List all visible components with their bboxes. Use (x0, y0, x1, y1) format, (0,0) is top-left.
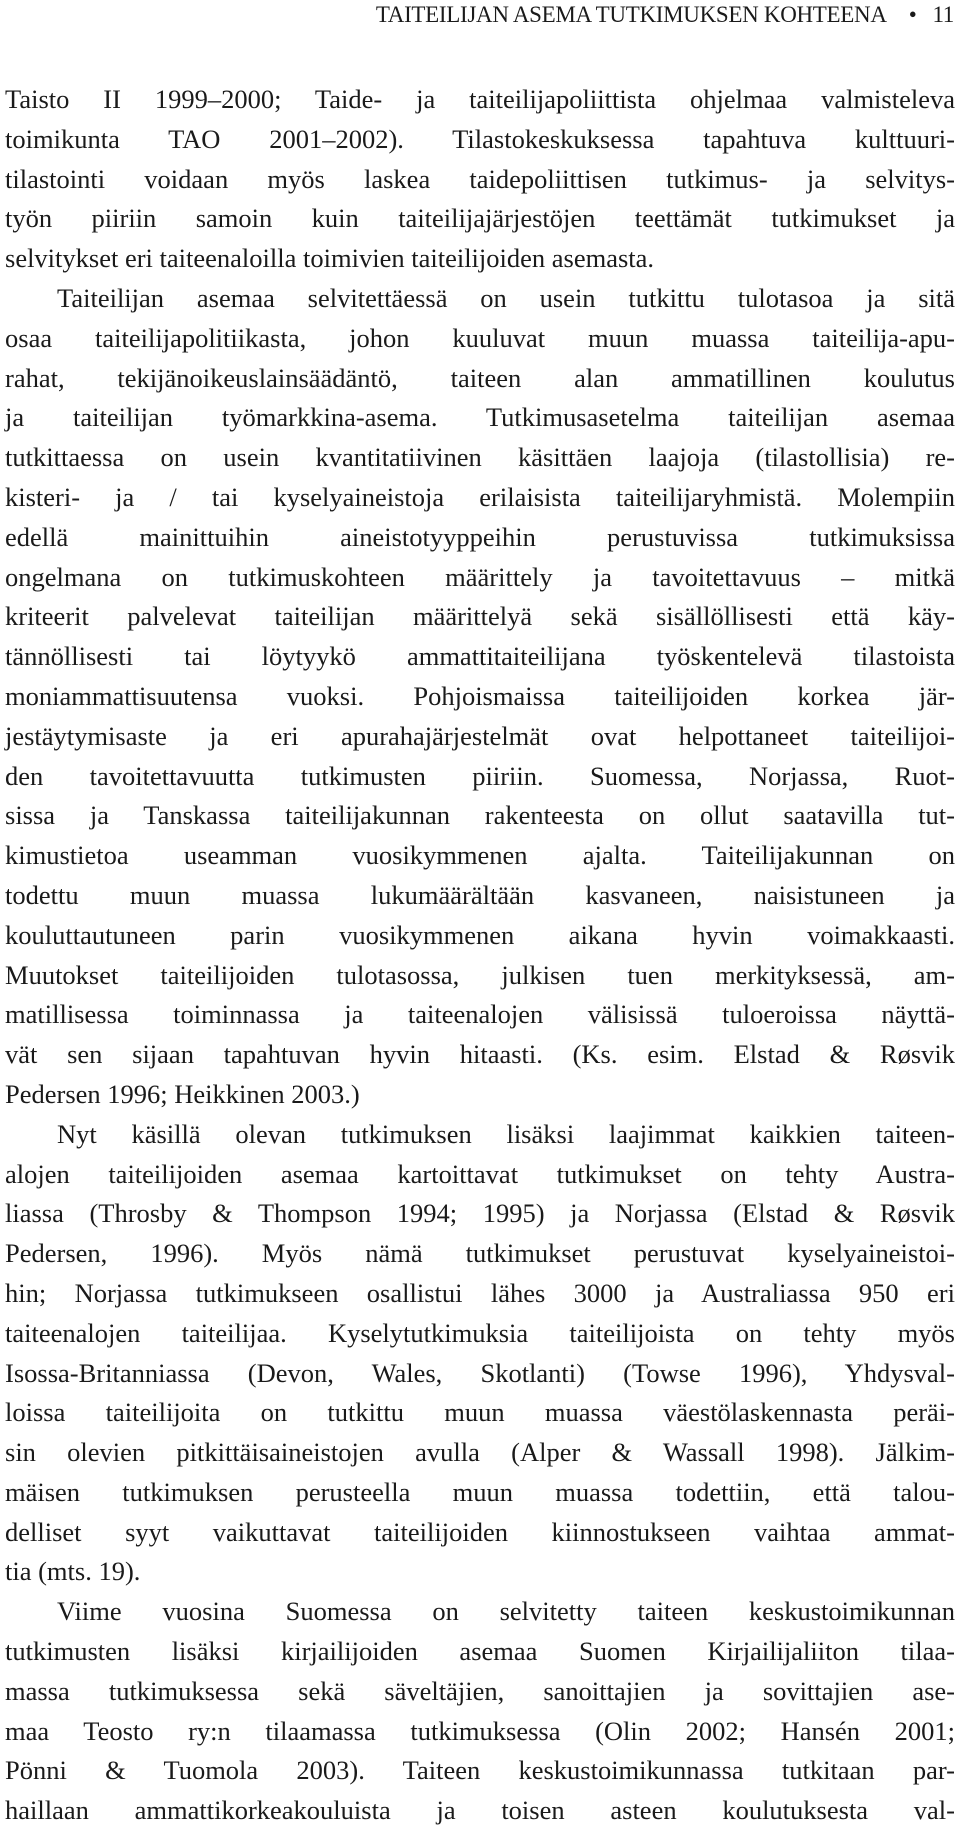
text-line: edellä mainittuihin aineistotyyppeihin perustuvissa tutkimuksissa (5, 521, 955, 552)
text-line: kisteri- ja / tai kyselyaineistoja erilaisista taiteilijaryhmistä. Molempiin (5, 481, 955, 512)
text-line: sin olevien pitkittäisaineistojen avulla (Alper & Wassall 1998). Jälkim- (5, 1437, 955, 1468)
text-line: loissa taiteilijoita on tutkittu muun muassa väestölaskennasta peräi- (5, 1397, 955, 1428)
text-line: Taiteilijan asemaa selvitettäessä on usein tutkittu tulotasoa ja sitä (57, 282, 955, 313)
text-line: matillisessa toiminnassa ja taiteenalojen välisissä tuloeroissa näyttä- (5, 999, 955, 1030)
paragraph (5, 80, 955, 279)
text-line: liassa (Throsby & Thompson 1994; 1995) ja Norjassa (Elstad & Røsvik (5, 1198, 955, 1229)
text-line: Isossa-Britanniassa (Devon, Wales, Skotlanti) (Towse 1996), Yhdysval- (5, 1357, 955, 1388)
text-line: Viime vuosina Suomessa on selvitetty taiteen keskustoimikunnan (57, 1596, 955, 1627)
paragraph (5, 1115, 955, 1593)
text-line: tia (mts. 19). (5, 1556, 141, 1587)
text-line: alojen taiteilijoiden asemaa kartoittavat tutkimukset on tehty Austra- (5, 1158, 955, 1189)
text-line: Muutokset taiteilijoiden tulotasossa, julkisen tuen merkityksessä, am- (5, 959, 955, 990)
text-line: työn piiriin samoin kuin taiteilijajärjestöjen teettämät tutkimukset ja (5, 203, 955, 234)
text-line: tilastointi voidaan myös laskea taidepoliittisen tutkimus- ja selvitys- (5, 163, 955, 194)
text-line: massa tutkimuksessa sekä säveltäjien, sanoittajien ja sovittajien ase- (5, 1675, 955, 1706)
text-line: rahat, tekijänoikeuslainsäädäntö, taiteen alan ammatillinen koulutus (5, 362, 955, 393)
text-line: todettu muun muassa lukumäärältään kasvaneen, naisistuneen ja (5, 879, 955, 910)
header-bullet-separator: • (908, 2, 917, 27)
page-number: 11 (932, 2, 954, 27)
text-line: Pedersen 1996; Heikkinen 2003.) (5, 1078, 360, 1109)
body-text (5, 80, 955, 1831)
text-line: tännöllisesti tai löytyykö ammattitaiteilijana työskentelevä tilastoista (5, 641, 955, 672)
text-line: delliset syyt vaikuttavat taiteilijoiden kiinnostukseen vaihtaa ammat- (5, 1516, 955, 1547)
text-line: ongelmana on tutkimuskohteen määrittely ja tavoitettavuus – mitkä (5, 561, 955, 592)
text-line: haillaan ammattikorkeakouluista ja toisen asteen koulutuksesta val- (5, 1795, 955, 1826)
paragraph (5, 279, 955, 1115)
text-line: taiteenalojen taiteilijaa. Kyselytutkimuksia taiteilijoista on tehty myös (5, 1317, 955, 1348)
text-line: Taisto II 1999–2000; Taide- ja taiteilijapoliittista ohjelmaa valmisteleva (5, 84, 955, 114)
text-line: selvitykset eri taiteenaloilla toimivien taiteilijoiden asemasta. (5, 243, 655, 274)
text-line: mäisen tutkimuksen perusteella muun muassa todettiin, että talou- (5, 1476, 955, 1507)
running-header-title: TAITEILIJAN ASEMA TUTKIMUKSEN KOHTEENA (375, 2, 887, 27)
text-line: sissa ja Tanskassa taiteilijakunnan rakenteesta on ollut saatavilla tut- (5, 800, 955, 831)
text-line: den tavoitettavuutta tutkimusten piiriin. Suomessa, Norjassa, Ruot- (5, 760, 955, 791)
running-header (376, 0, 954, 30)
text-line: kriteerit palvelevat taiteilijan määrittelyä sekä sisällöllisesti että käy- (5, 601, 955, 632)
text-line: kimustietoa useamman vuosikymmenen ajalta. Taiteilijakunnan on (5, 840, 955, 871)
text-line: jestäytymisaste ja eri apurahajärjestelmät ovat helpottaneet taiteilijoi- (5, 720, 955, 751)
text-line: hin; Norjassa tutkimukseen osallistui lähes 3000 ja Australiassa 950 eri (5, 1277, 955, 1308)
text-line: tutkimusten lisäksi kirjailijoiden asemaa Suomen Kirjailijaliiton tilaa- (5, 1636, 955, 1667)
text-line: Pönni & Tuomola 2003). Taiteen keskustoimikunnassa tutkitaan par- (5, 1755, 955, 1786)
text-line: vät sen sijaan tapahtuvan hyvin hitaasti. (Ks. esim. Elstad & Røsvik (5, 1039, 955, 1070)
text-line: toimikunta TAO 2001–2002). Tilastokeskuksessa tapahtuva kulttuuri- (5, 123, 955, 154)
text-line: osaa taiteilijapolitiikasta, johon kuuluvat muun muassa taiteilija-apu- (5, 322, 955, 353)
text-line: maa Teosto ry:n tilaamassa tutkimuksessa (Olin 2002; Hansén 2001; (5, 1715, 955, 1746)
text-line: Pedersen, 1996). Myös nämä tutkimukset perustuvat kyselyaineistoi- (5, 1238, 955, 1269)
text-line: moniammattisuutensa vuoksi. Pohjoismaissa taiteilijoiden korkea jär- (5, 680, 955, 711)
text-line: Nyt käsillä olevan tutkimuksen lisäksi laajimmat kaikkien taiteen- (57, 1118, 955, 1149)
text-line: ja taiteilijan työmarkkina-asema. Tutkimusasetelma taiteilijan asemaa (5, 402, 955, 433)
paragraph (5, 1592, 955, 1831)
text-line: kouluttautuneen parin vuosikymmenen aikana hyvin voimakkaasti. (5, 919, 955, 950)
text-line: tutkittaessa on usein kvantitatiivinen käsittäen laajoja (tilastollisia) re- (5, 442, 955, 473)
